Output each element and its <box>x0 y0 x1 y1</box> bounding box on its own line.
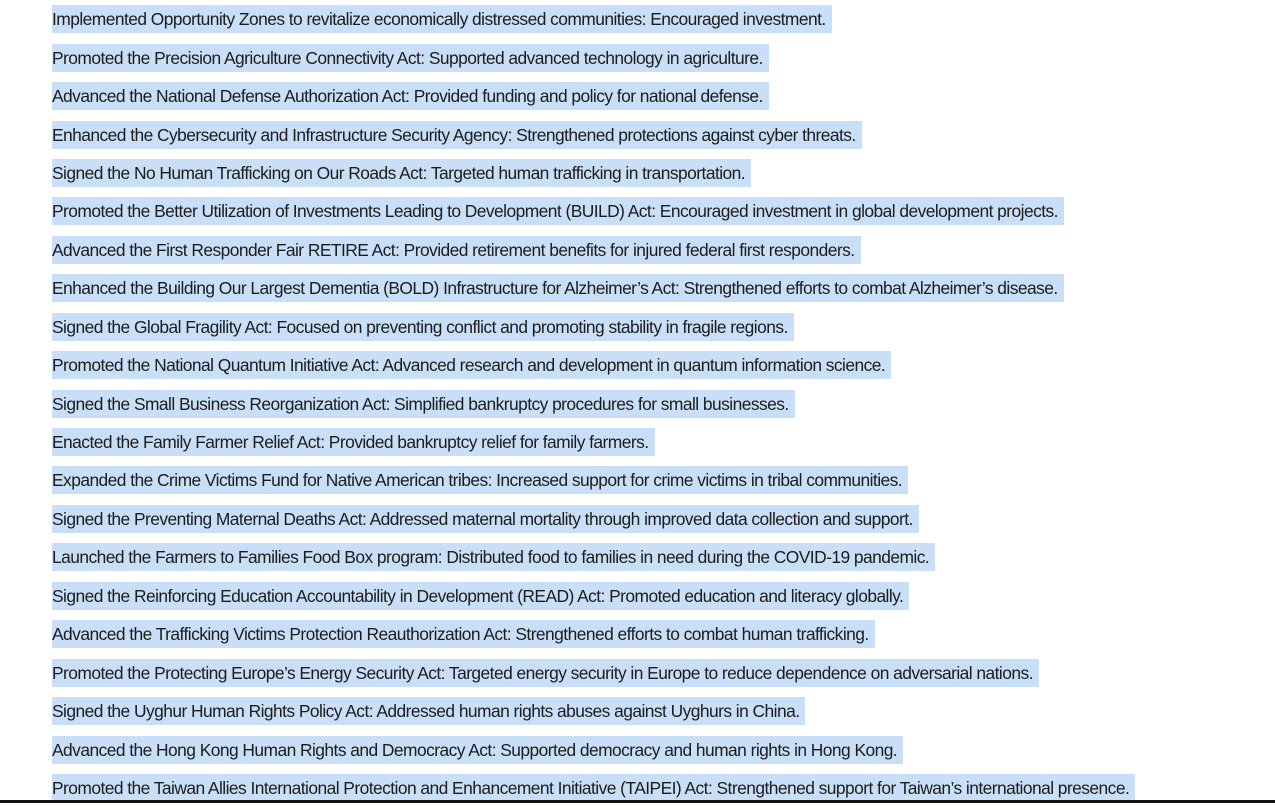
list-item[interactable] <box>52 577 1275 615</box>
list-item-text[interactable]: Advanced the National Defense Authorization Act: Provided funding and policy for national defense. <box>52 82 769 110</box>
list-item-text[interactable]: Signed the No Human Trafficking on Our Roads Act: Targeted human trafficking in transportation. <box>52 159 751 187</box>
list-item-text[interactable]: Advanced the First Responder Fair RETIRE Act: Provided retirement benefits for injured federal first responders. <box>52 236 861 264</box>
list-item[interactable] <box>52 192 1275 230</box>
list-item-text[interactable]: Signed the Preventing Maternal Deaths Act: Addressed maternal mortality through improved data collection and support. <box>52 505 919 533</box>
list-item[interactable] <box>52 615 1275 653</box>
list-item-text[interactable]: Enhanced the Cybersecurity and Infrastructure Security Agency: Strengthened protections against cyber threats. <box>52 121 862 149</box>
list-item[interactable] <box>52 538 1275 576</box>
list-item-text[interactable]: Enacted the Family Farmer Relief Act: Provided bankruptcy relief for family farmers. <box>52 428 655 456</box>
document-body[interactable] <box>52 0 1275 807</box>
list-item[interactable] <box>52 423 1275 461</box>
list-item-text[interactable]: Promoted the Taiwan Allies International Protection and Enhancement Initiative (TAIPEI) Act: Strengthened support for Taiwan’s international presence. <box>52 774 1135 802</box>
list-item[interactable] <box>52 308 1275 346</box>
bottom-divider <box>0 800 1275 803</box>
list-item-text[interactable]: Signed the Reinforcing Education Accountability in Development (READ) Act: Promoted education and literacy globally. <box>52 582 909 610</box>
list-item[interactable] <box>52 0 1275 38</box>
list-item[interactable] <box>52 500 1275 538</box>
list-item-text[interactable]: Signed the Small Business Reorganization Act: Simplified bankruptcy procedures for small businesses. <box>52 390 795 418</box>
list-item[interactable] <box>52 154 1275 192</box>
list-item-text[interactable]: Promoted the Precision Agriculture Connectivity Act: Supported advanced technology in agriculture. <box>52 44 769 72</box>
list-item-text[interactable]: Advanced the Hong Kong Human Rights and Democracy Act: Supported democracy and human rights in Hong Kong. <box>52 736 903 764</box>
list-item[interactable] <box>52 115 1275 153</box>
list-item[interactable] <box>52 38 1275 76</box>
list-item[interactable] <box>52 77 1275 115</box>
list-item[interactable] <box>52 692 1275 730</box>
list-item-text[interactable]: Advanced the Trafficking Victims Protection Reauthorization Act: Strengthened efforts to combat human trafficking. <box>52 620 875 648</box>
list-item-text[interactable]: Promoted the Protecting Europe’s Energy Security Act: Targeted energy security in Europe to reduce dependence on adversarial nations. <box>52 659 1039 687</box>
list-item-text[interactable]: Enhanced the Building Our Largest Dementia (BOLD) Infrastructure for Alzheimer’s Act: Strengthened efforts to combat Alzheimer’s disease. <box>52 274 1064 302</box>
list-item[interactable] <box>52 730 1275 768</box>
list-item-text[interactable]: Promoted the Better Utilization of Investments Leading to Development (BUILD) Act: Encouraged investment in global development projects. <box>52 197 1064 225</box>
list-item-text[interactable]: Launched the Farmers to Families Food Box program: Distributed food to families in need during the COVID-19 pandemic. <box>52 543 935 571</box>
list-item-text[interactable]: Implemented Opportunity Zones to revitalize economically distressed communities: Encouraged investment. <box>52 5 832 33</box>
list-item-text[interactable]: Signed the Uyghur Human Rights Policy Act: Addressed human rights abuses against Uyghurs in China. <box>52 697 805 725</box>
list-item[interactable] <box>52 231 1275 269</box>
list-item[interactable] <box>52 346 1275 384</box>
list-item[interactable] <box>52 653 1275 691</box>
list-item-text[interactable]: Expanded the Crime Victims Fund for Native American tribes: Increased support for crime victims in tribal communities. <box>52 466 908 494</box>
list-item[interactable] <box>52 461 1275 499</box>
list-item[interactable] <box>52 269 1275 307</box>
list-item-text[interactable]: Signed the Global Fragility Act: Focused on preventing conflict and promoting stability in fragile regions. <box>52 313 794 341</box>
list-item[interactable] <box>52 384 1275 422</box>
list-item-text[interactable]: Promoted the National Quantum Initiative Act: Advanced research and development in quantum information science. <box>52 351 891 379</box>
